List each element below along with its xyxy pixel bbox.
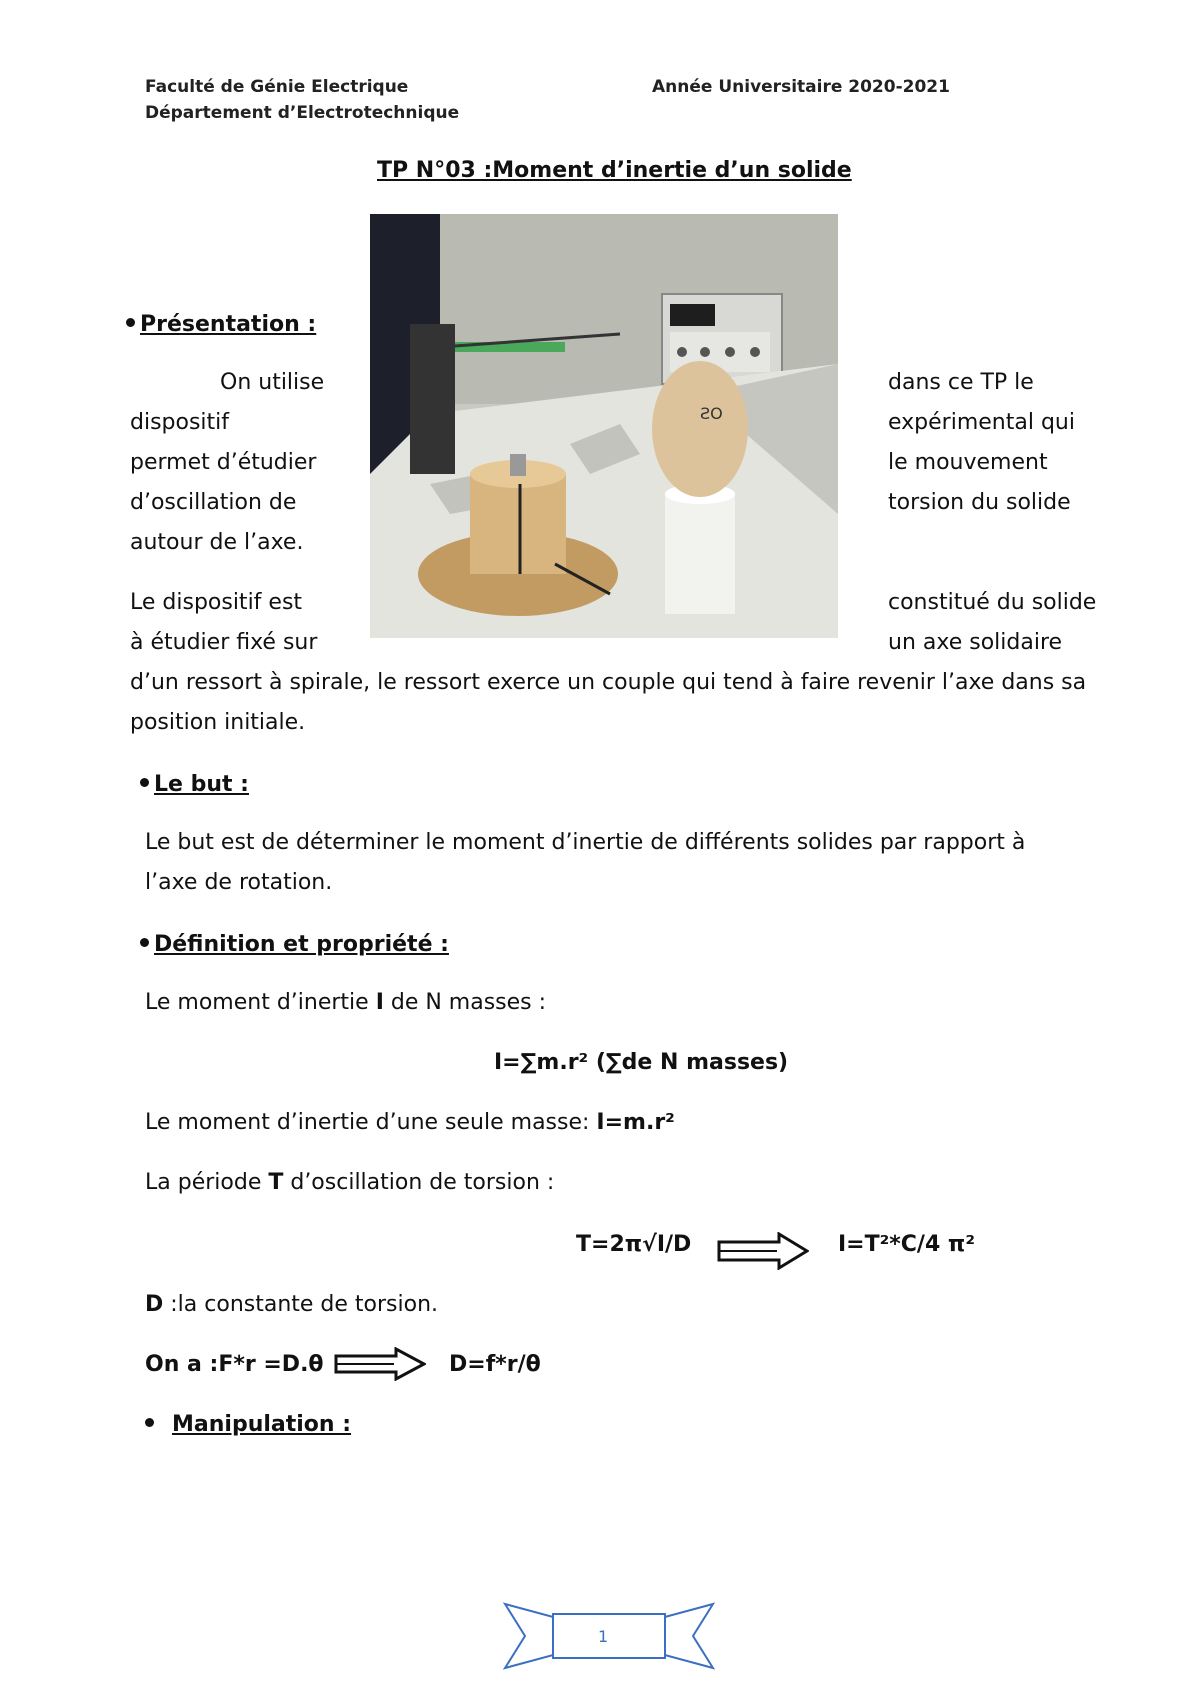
implies-arrow-icon: [334, 1347, 426, 1381]
presentation-right-line: le mouvement: [888, 450, 1048, 475]
bullet-icon: [145, 1418, 154, 1427]
text-fragment: :la constante de torsion.: [163, 1292, 439, 1317]
bullet-icon: [140, 938, 149, 947]
presentation-left-line: On utilise: [220, 370, 325, 395]
department-name: Département d’Electrotechnique: [145, 103, 460, 123]
presentation-p2-right: constitué du solide: [888, 590, 1097, 615]
page-number: 1: [598, 1627, 609, 1646]
text-fragment: Le moment d’inertie: [145, 990, 376, 1015]
presentation-left-line: dispositif: [130, 410, 230, 435]
text-fragment: d’oscillation de torsion :: [283, 1170, 555, 1195]
presentation-heading: [126, 312, 316, 337]
presentation-p2-line: position initiale.: [130, 710, 306, 735]
presentation-left-line: d’oscillation de: [130, 490, 297, 515]
definition-line-4: [145, 1292, 438, 1317]
definition-line-2: [145, 1110, 675, 1135]
symbol-T: T: [268, 1170, 284, 1195]
presentation-left-line: permet d’étudier: [130, 450, 317, 475]
but-line: Le but est de déterminer le moment d’inertie de différents solides par rapport à: [145, 830, 1026, 855]
but-line: l’axe de rotation.: [145, 870, 333, 895]
page-number-ribbon-icon: [503, 1600, 715, 1672]
symbol-D: D: [145, 1292, 164, 1317]
presentation-right-line: expérimental qui: [888, 410, 1075, 435]
apparatus-photo: [370, 214, 838, 638]
text-fragment: de N masses :: [383, 990, 547, 1015]
but-heading: [140, 772, 249, 797]
bullet-icon: [126, 318, 135, 327]
presentation-left-line: autour de l’axe.: [130, 530, 304, 555]
formula-torque: On a :F*r =D.θ: [145, 1352, 324, 1377]
text-fragment: La période: [145, 1170, 269, 1195]
bullet-icon: [140, 778, 149, 787]
manipulation-heading: [145, 1412, 351, 1437]
symbol-I: I: [375, 990, 384, 1015]
formula-single-mass: I=m.r²: [596, 1110, 675, 1135]
presentation-right-line: dans ce TP le: [888, 370, 1034, 395]
faculty-name: Faculté de Génie Electrique: [145, 77, 409, 97]
implies-arrow-icon: [717, 1232, 809, 1270]
presentation-right-line: torsion du solide: [888, 490, 1071, 515]
definition-line-3: [145, 1170, 554, 1195]
presentation-p2-left: à étudier fixé sur: [130, 630, 318, 655]
text-fragment: Le moment d’inertie d’une seule masse:: [145, 1110, 597, 1135]
page-title: TP N°03 :Moment d’inertie d’un solide: [377, 158, 852, 183]
formula-torsion-constant: D=f*r/θ: [449, 1352, 541, 1377]
presentation-p2-right: un axe solidaire: [888, 630, 1063, 655]
definition-heading: [140, 932, 449, 957]
definition-line-1: [145, 990, 546, 1015]
but-heading-text: Le but :: [154, 772, 249, 797]
manipulation-heading-text: Manipulation :: [172, 1412, 352, 1437]
definition-heading-text: Définition et propriété :: [154, 932, 449, 957]
presentation-heading-text: Présentation :: [140, 312, 317, 337]
formula-period: T=2π√I/D: [576, 1232, 692, 1257]
academic-year: Année Universitaire 2020-2021: [652, 77, 950, 97]
formula-inertia-sum: I=∑m.r² (∑de N masses): [494, 1050, 789, 1075]
presentation-p2-left: Le dispositif est: [130, 590, 303, 615]
formula-inertia-from-period: I=T²*C/4 π²: [838, 1232, 975, 1257]
svg-text:ƧО: ƧО: [700, 404, 723, 423]
presentation-p2-line: d’un ressort à spirale, le ressort exerce un couple qui tend à faire revenir l’axe dans sa: [130, 670, 1087, 695]
